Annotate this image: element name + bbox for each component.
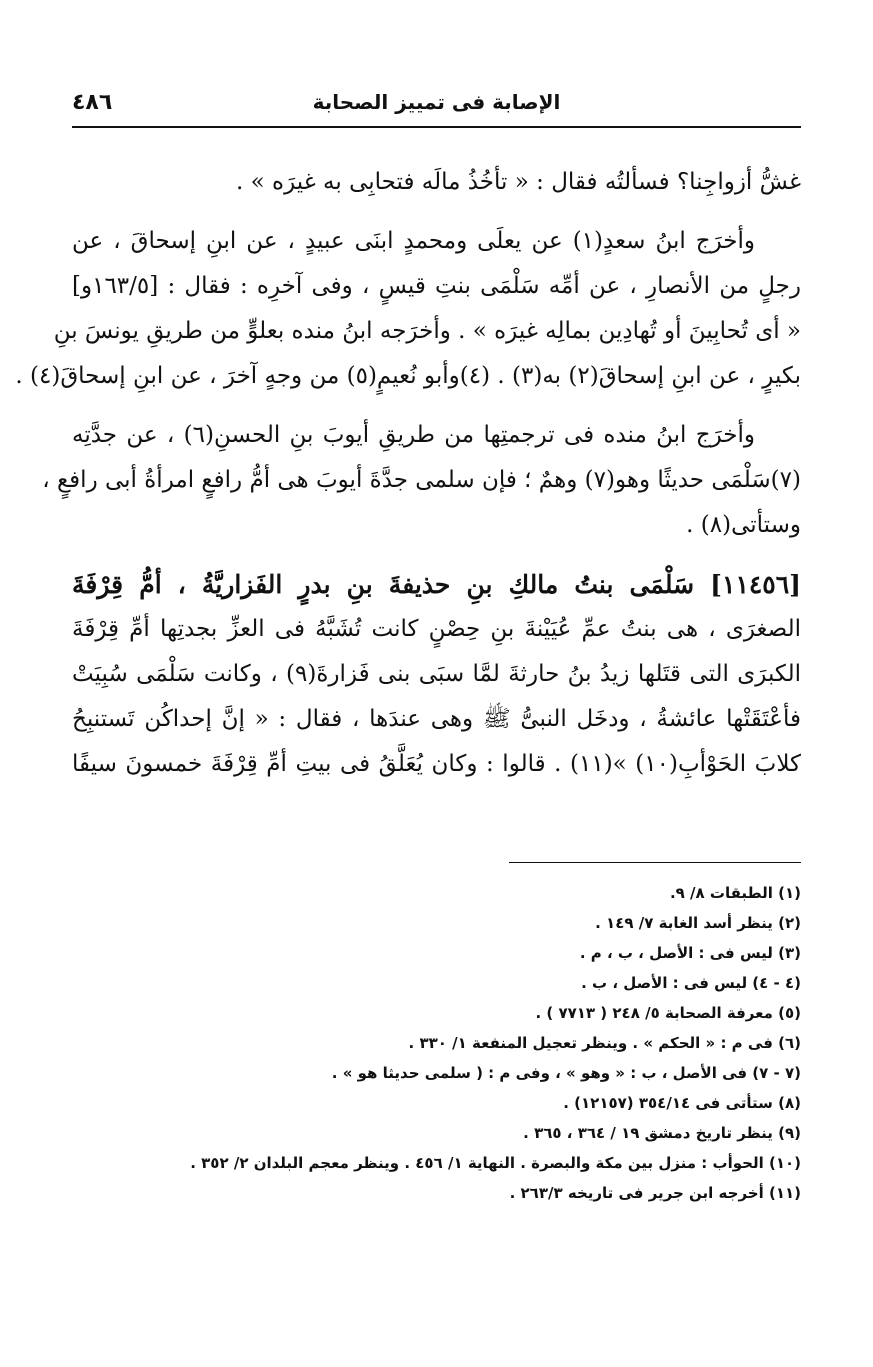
footnote: (٩) ينظر تاريخ دمشق ١٩ / ٣٦٤ ، ٣٦٥ . (523, 1124, 801, 1142)
text-line: وستأتى(٨) . (686, 512, 801, 538)
text-line: رجلٍ من الأنصارِ ، عن أمِّه سَلْمَى بنتِ قيسٍ ، وفى آخرِه : فقال : [١٦٣/٥و] (72, 273, 801, 299)
footnote: (٦) فى م : « الحكم » . وينظر تعجيل المنفعة ١/ ٣٣٠ . (408, 1034, 801, 1052)
footnote: (٤ - ٤) ليس فى : الأصل ، ب . (581, 974, 801, 992)
main-text (15, 160, 802, 787)
paragraph-gap (72, 399, 801, 413)
text-line: الكبرَى التى قتَلها زيدُ بنُ حارثةَ لمَّا سبَى بنى فَزارةَ(٩) ، وكانت سَلْمَى سُبِيَتْ (72, 661, 802, 687)
footnote: (٥) معرفة الصحابة ٥/ ٢٤٨ ( ٧٧١٣ ) . (535, 1004, 801, 1022)
text-line: كلابَ الحَوْأبِ(١٠) »(١١) . قالوا : وكان يُعَلَّقُ فى بيتِ أمِّ قِرْفَةَ خمسونَ سيفًا (72, 751, 801, 777)
footnotes (72, 878, 801, 1208)
text-line: وأخرَج ابنُ منده فى ترجمتِها من طريقِ أيوبَ بنِ الحسنِ(٦) ، عن جدَّتِه (72, 422, 755, 448)
footnote: (١) الطبقات ٨/ ٩. (669, 884, 801, 902)
text-line: وأخرَج ابنُ سعدٍ(١) عن يعلَى ومحمدٍ ابنَى عبيدٍ ، عن ابنِ إسحاقَ ، عن (72, 228, 755, 254)
footnote: (٨) ستأتى فى ٣٥٤/١٤ (١٢١٥٧) . (563, 1094, 801, 1112)
footnote: (٣) ليس فى : الأصل ، ب ، م . (579, 944, 801, 962)
header-rule (72, 126, 801, 128)
page-number: ٤٨٦ (72, 89, 113, 115)
running-header (72, 82, 801, 122)
footnote: (٧ - ٧) فى الأصل ، ب : « وهو » ، وفى م : ( سلمى حديثا هو » . (331, 1064, 801, 1082)
footnote: (١٠) الحوأب : منزل بين مكة والبصرة . النهاية ١/ ٤٥٦ . وينظر معجم البلدان ٢/ ٣٥٢ . (190, 1154, 801, 1172)
footnote: (١١) أخرجه ابن جرير فى تاريخه ٢٦٣/٣ . (509, 1184, 801, 1202)
paragraph-gap (72, 548, 801, 562)
footnote-rule (509, 862, 801, 863)
text-line: « أى تُحابِينَ أو تُهادِين بمالِه غيرَه » . وأخرَجه ابنُ منده بعلوٍّ من طريقِ يونسَ بنِ (53, 318, 801, 344)
text-line: فأعْتَقَتْها عائشةُ ، ودخَل النبىُّ ﷺ وهى عندَها ، فقال : « إنَّ إحداكُن تَستنبِحُ (72, 706, 801, 732)
text-line: غشُّ أزواجِنا؟ فسألتُه فقال : « تأخُذُ مالَه فتحابِى به غيرَه » . (236, 169, 801, 195)
text-line: (٧)سَلْمَى حديثًا وهو(٧) وهمٌ ؛ فإن سلمى جدَّةَ أيوبَ هى أمُّ رافعٍ امرأةُ أبى رافعٍ ، (42, 467, 801, 493)
footnote: (٢) ينظر أسد الغابة ٧/ ١٤٩ . (595, 914, 801, 932)
running-title: الإصابة فى تمييز الصحابة (312, 90, 561, 114)
text-line: بكيرٍ ، عن ابنِ إسحاقَ(٢) به(٣) . (٤)وأبو نُعيمٍ(٥) من وجهٍ آخرَ ، عن ابنِ إسحاقَ(٤) . (15, 363, 801, 389)
text-line: الصغرَى ، هى بنتُ عمِّ عُيَيْنةَ بنِ حِصْنٍ كانت تُشَبَّهُ فى العزِّ بجدتِها أمِّ قِرْفَةَ (72, 616, 801, 642)
paragraph-gap (72, 205, 801, 219)
entry-heading: [١١٤٥٦] سَلْمَى بنتُ مالكِ بنِ حذيفةَ بنِ بدرٍ الفَزاريَّةُ ، أمُّ قِرْفَةَ (72, 570, 801, 599)
